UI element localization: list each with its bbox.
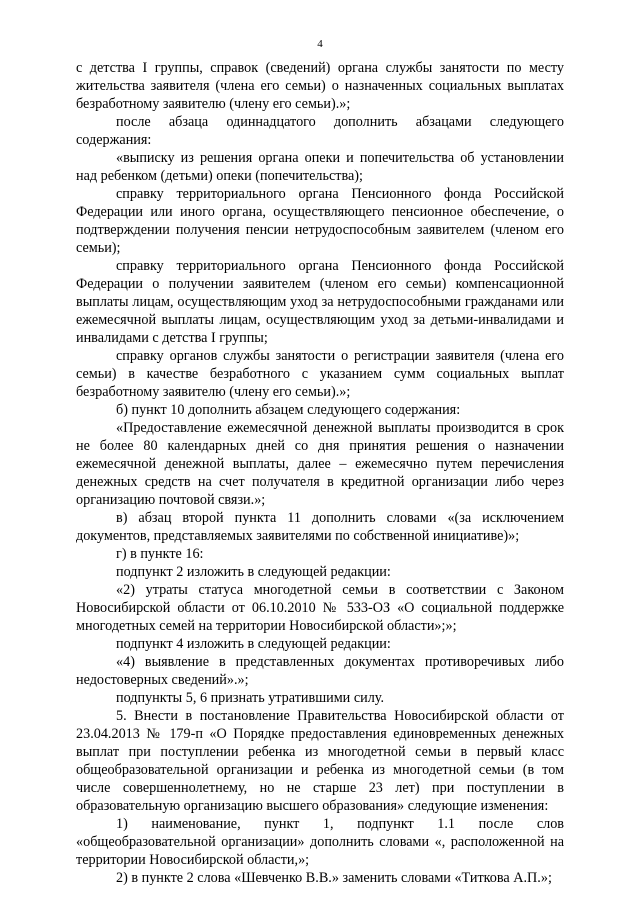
document-body [76, 59, 564, 887]
paragraph: 2) в пункте 2 слова «Шевченко В.В.» заменить словами «Титкова А.П.»; [116, 870, 552, 886]
page-number: 4 [317, 38, 323, 50]
paragraph: «2) утраты статуса многодетной семьи в соответствии с Законом Новосибирской области от 06.10.2010 № 533-ОЗ «О социальной поддержке многодетных семей на территории Новосибирской области»;»; [76, 582, 564, 634]
paragraph: 1) наименование, пункт 1, подпункт 1.1 после слов «общеобразовательной организации» дополнить словами «, расположенной на территории Новосибирской области,»; [76, 816, 564, 868]
paragraph: справку органов службы занятости о регистрации заявителя (члена его семьи) в качестве безработного с указанием сумм социальных выплат безработному заявителю (члену его семьи).»; [76, 348, 564, 400]
paragraph: «4) выявление в представленных документах противоречивых либо недостоверных сведений».»; [76, 654, 564, 688]
paragraph: справку территориального органа Пенсионного фонда Российской Федерации или иного органа, осуществляющего пенсионное обеспечение, о подтверждении получения пенсии нетрудоспособным заявителем (членом его семьи); [76, 186, 564, 256]
paragraph: б) пункт 10 дополнить абзацем следующего содержания: [116, 402, 461, 418]
paragraph: после абзаца одиннадцатого дополнить абзацами следующего содержания: [76, 114, 564, 148]
paragraph: подпункт 2 изложить в следующей редакции: [116, 564, 391, 580]
paragraph: г) в пункте 16: [116, 546, 204, 562]
paragraph: в) абзац второй пункта 11 дополнить словами «(за исключением документов, представляемых заявителями по собственной инициативе)»; [76, 510, 564, 544]
paragraph: справку территориального органа Пенсионного фонда Российской Федерации о получении заявителем (членом его семьи) компенсационной выплаты лицам, осуществляющим уход за нетрудоспособными гражданами или ежемесячной выплаты лицам, осуществляющим уход за детьми-инвалидами и инвалидами с детства I группы; [76, 258, 564, 346]
paragraph: «выписку из решения органа опеки и попечительства об установлении над ребенком (детьми) опеки (попечительства); [76, 150, 564, 184]
paragraph: с детства I группы, справок (сведений) органа службы занятости по месту жительства заявителя (члена его семьи) о назначенных социальных выплатах безработному заявителю (члену его семьи).»; [76, 60, 564, 112]
paragraph: «Предоставление ежемесячной денежной выплаты производится в срок не более 80 календарных дней со дня принятия решения о назначении ежемесячной денежной выплаты, далее – ежемесячно путем перечисления денежных средств на счет получателя в кредитной организации либо через организацию почтовой связи.»; [76, 420, 564, 508]
paragraph: 5. Внести в постановление Правительства Новосибирской области от 23.04.2013 № 179-п «О Порядке предоставления единовременных денежных выплат при поступлении ребенка из многодетной семьи в первый класс общеобразовательной организации и ребенка из многодетной семьи (в том числе совершеннолетнему, но не старше 23 лет) при поступлении в образовательную организацию высшего образования» следующие изменения: [76, 708, 564, 814]
paragraph: подпункты 5, 6 признать утратившими силу. [116, 690, 385, 706]
paragraph: подпункт 4 изложить в следующей редакции: [116, 636, 391, 652]
